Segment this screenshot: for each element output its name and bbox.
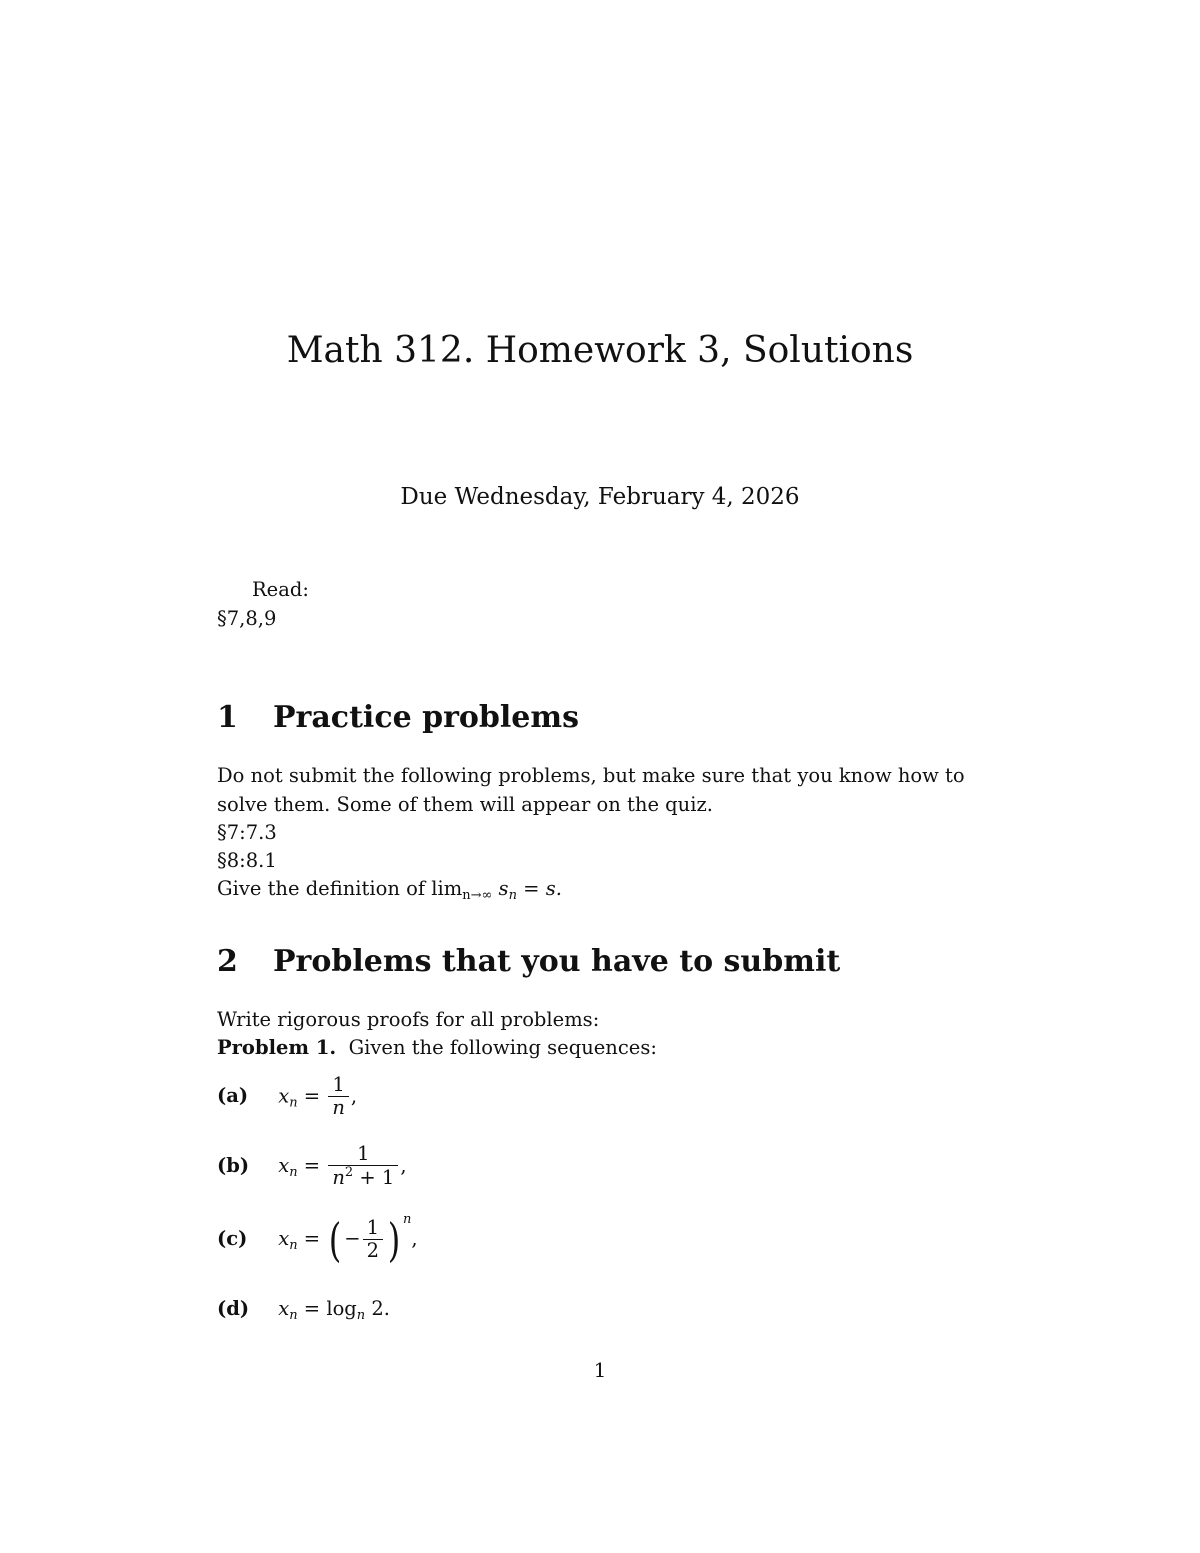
section-1-intro-line-1: Do not submit the following problems, but make sure that you know how to (217, 764, 965, 787)
read-sections: §7,8,9 (217, 607, 277, 630)
definition-prompt (217, 877, 562, 903)
sequence-c (217, 1212, 418, 1267)
sequence-b-label: (b) (217, 1153, 250, 1177)
equals-sign: = (303, 1084, 321, 1108)
sequence-a (217, 1074, 357, 1120)
sequence-d (217, 1297, 390, 1323)
problem-1-label: Problem 1. (217, 1036, 337, 1059)
page-number: 1 (593, 1358, 607, 1382)
denominator-tail: + 1 (353, 1166, 395, 1190)
problem-1-statement (217, 1036, 657, 1059)
fraction-denominator: 2 (366, 1239, 380, 1262)
x-subscript: n (289, 1095, 298, 1111)
x-subscript: n (289, 1308, 298, 1323)
fraction-a (328, 1074, 349, 1120)
lim-symbol: lim (431, 877, 463, 900)
section-1-number: 1 (217, 700, 238, 735)
section-2-title: Problems that you have to submit (273, 944, 841, 979)
problem-1-text: Given the following sequences: (348, 1036, 657, 1059)
definition-prefix: Give the definition of (217, 877, 426, 900)
x-variable: x (278, 1297, 290, 1320)
log-symbol: log (326, 1297, 357, 1320)
fraction-c (363, 1217, 383, 1263)
equals-sign: = (523, 877, 540, 900)
x-subscript: n (289, 1238, 298, 1253)
sequence-d-label: (d) (217, 1297, 250, 1320)
fraction-numerator: 1 (363, 1217, 383, 1240)
minus-sign: − (344, 1227, 361, 1250)
trailing-comma: , (400, 1153, 407, 1177)
practice-ref-2: §8:8.1 (217, 849, 277, 872)
equals-sign: = (303, 1297, 321, 1320)
x-variable: x (278, 1084, 290, 1108)
x-variable: x (278, 1227, 290, 1250)
fraction-denominator (328, 1166, 398, 1189)
power-exponent: n (403, 1212, 412, 1227)
fraction-denominator: n (332, 1096, 345, 1120)
due-date: Due Wednesday, February 4, 2026 (400, 484, 800, 510)
lim-subscript: n→∞ (462, 888, 493, 903)
fraction-b (328, 1143, 398, 1190)
sequence-a-label: (a) (217, 1084, 249, 1108)
section-1-heading (217, 700, 579, 735)
denominator-base: n (332, 1166, 345, 1190)
trailing-comma: , (411, 1227, 418, 1250)
x-subscript: n (289, 1164, 298, 1180)
read-label: Read: (252, 578, 309, 601)
s-variable: s (498, 877, 509, 900)
equals-sign: = (303, 1227, 321, 1250)
section-2-heading (217, 944, 840, 979)
practice-ref-1: §7:7.3 (217, 821, 277, 844)
document-title: Math 312. Homework 3, Solutions (286, 330, 914, 371)
log-argument: 2. (371, 1297, 390, 1320)
section-2-number: 2 (217, 944, 238, 979)
s-subscript: n (508, 888, 517, 903)
section-1-intro-line-2: solve them. Some of them will appear on the quiz. (217, 793, 713, 816)
section-1-title: Practice problems (273, 700, 580, 735)
section-2-intro: Write rigorous proofs for all problems: (217, 1008, 600, 1031)
sequence-c-label: (c) (217, 1227, 248, 1250)
log-base: n (356, 1308, 366, 1323)
x-variable: x (278, 1153, 290, 1177)
fraction-numerator: 1 (328, 1074, 349, 1097)
right-parenthesis: ) (387, 1212, 401, 1267)
denominator-exponent: 2 (344, 1165, 354, 1181)
equals-sign: = (303, 1153, 321, 1177)
sequence-b (217, 1143, 407, 1190)
left-parenthesis: ( (329, 1212, 342, 1267)
trailing-comma: , (350, 1084, 358, 1108)
fraction-numerator: 1 (328, 1143, 398, 1166)
limit-value: s. (545, 877, 562, 900)
